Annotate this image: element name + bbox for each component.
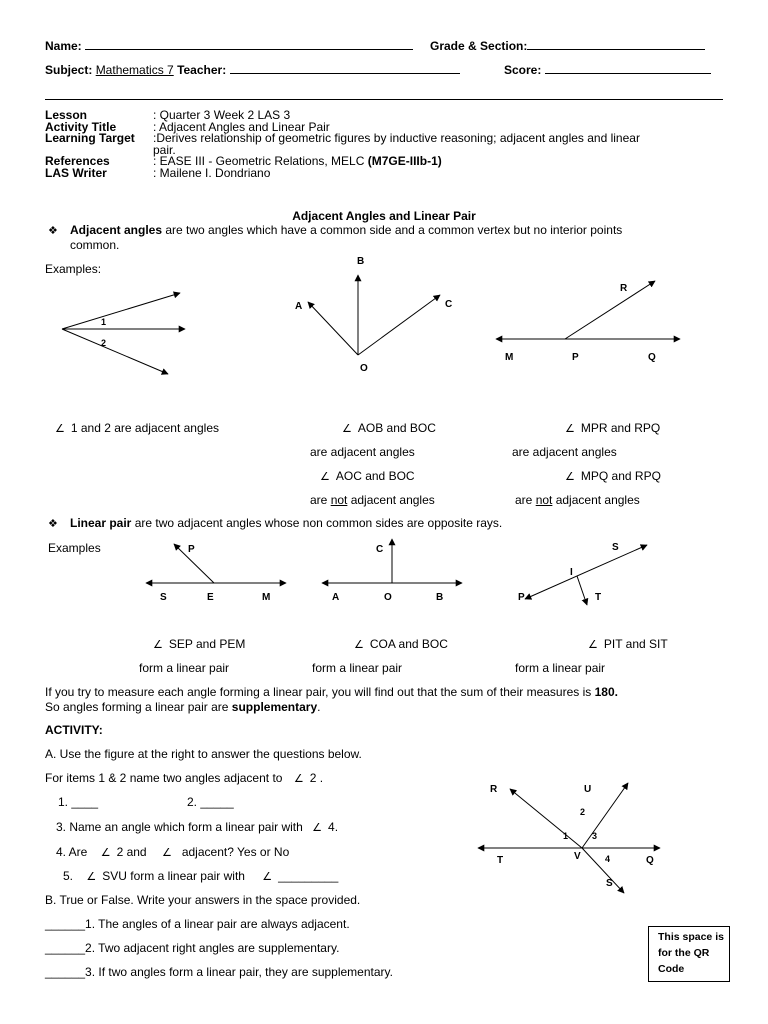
point-b-label: B <box>357 256 365 267</box>
linear-definition: ❖ Linear pair are two adjacent angles whose non common sides are opposite rays. <box>48 516 503 530</box>
angle-1-label: 1 <box>563 831 569 841</box>
score-field[interactable] <box>545 62 711 74</box>
activity-figure <box>470 775 670 900</box>
adjacent-definition: ❖ Adjacent angles are two angles which have a common side and a common vertex but no interior points common. <box>48 223 623 252</box>
name-row <box>45 38 413 53</box>
qr-code-placeholder: This space is for the QR Code <box>648 926 730 982</box>
activity-item-3: 3. Name an angle which form a linear pair with ∠ 4. <box>56 820 339 834</box>
point-s-label: S <box>606 878 613 889</box>
linear-caption-1b: form a linear pair <box>139 661 230 675</box>
adjacent-figure-3 <box>490 275 690 370</box>
adjacent-figure-1 <box>50 285 190 385</box>
adjacent-caption-2a: ∠ AOB and BOC <box>342 421 436 435</box>
point-o-label: O <box>360 363 368 374</box>
tf-item-1[interactable]: ______1. The angles of a linear pair are always adjacent. <box>45 917 350 931</box>
adjacent-caption-2d: are not adjacent angles <box>310 493 435 507</box>
point-i-label: I <box>570 567 573 578</box>
point-o-label: O <box>384 592 392 603</box>
angle-1-label: 1 <box>101 317 107 327</box>
grade-row <box>430 38 705 53</box>
point-u-label: U <box>584 784 592 795</box>
point-s-label: S <box>160 592 167 603</box>
angle-2-label: 2 <box>580 807 586 817</box>
point-c-label: C <box>445 299 453 310</box>
point-r-label: R <box>490 784 498 795</box>
adjacent-caption-3a: ∠ MPR and RPQ <box>565 421 661 435</box>
activity-title: ACTIVITY: <box>45 723 103 737</box>
adjacent-figure-2 <box>290 255 460 375</box>
linear-figure-1 <box>140 538 290 608</box>
angle-4-label: 4 <box>605 854 611 864</box>
subject-value: Mathematics 7 <box>95 63 174 77</box>
subject-label: Subject: <box>45 63 93 77</box>
section-title: Adjacent Angles and Linear Pair <box>292 209 476 223</box>
activity-part-b: B. True or False. Write your answers in the space provided. <box>45 893 361 907</box>
linear-caption-2b: form a linear pair <box>312 661 403 675</box>
angle-3-label: 3 <box>592 831 598 841</box>
activity-item-1[interactable]: 1. ____ <box>58 795 99 809</box>
meta-block <box>45 110 640 179</box>
adjacent-caption-3d: are not adjacent angles <box>515 493 640 507</box>
point-p-label: P <box>572 352 579 363</box>
grade-label: Grade & Section: <box>430 39 528 53</box>
activity-item-2[interactable]: 2. _____ <box>187 795 234 809</box>
point-p-label: P <box>518 592 525 603</box>
meta-activity-title: Activity Title : Adjacent Angles and Linear Pair <box>45 119 330 134</box>
meta-learning-target: Learning Target :Derives relationship of geometric figures by inductive reasoning; adjacent angles and linear <box>45 131 640 145</box>
point-p-label: P <box>188 544 195 555</box>
examples-label-1: Examples: <box>45 262 102 276</box>
adjacent-caption-3b: are adjacent angles <box>512 445 617 459</box>
point-a-label: A <box>332 592 340 603</box>
point-a-label: A <box>295 301 303 312</box>
point-s-label: S <box>612 542 619 553</box>
examples-label-2: Examples <box>48 541 101 555</box>
activity-items-1-2: For items 1 & 2 name two angles adjacent to ∠ 2 . <box>45 771 324 785</box>
tf-item-2[interactable]: ______2. Two adjacent right angles are supplementary. <box>45 941 340 955</box>
linear-caption-1a: ∠ SEP and PEM <box>153 637 246 651</box>
linear-caption-3a: ∠ PIT and SIT <box>588 637 668 651</box>
activity-part-a: A. Use the figure at the right to answer the questions below. <box>45 747 362 761</box>
teacher-field[interactable] <box>230 62 460 74</box>
adjacent-caption-1: ∠ 1 and 2 are adjacent angles <box>55 421 219 435</box>
bullet-icon: ❖ <box>48 225 58 237</box>
adjacent-caption-2c: ∠ AOC and BOC <box>320 469 415 483</box>
subject-row <box>45 62 460 77</box>
point-q-label: Q <box>646 855 654 866</box>
angle-2-label: 2 <box>101 338 107 348</box>
point-m-label: M <box>505 352 514 363</box>
tf-item-3[interactable]: ______3. If two angles form a linear pair, they are supplementary. <box>45 965 393 979</box>
linear-caption-2a: ∠ COA and BOC <box>354 637 448 651</box>
point-q-label: Q <box>648 352 656 363</box>
point-t-label: T <box>595 592 602 603</box>
name-field[interactable] <box>85 38 413 50</box>
adjacent-caption-3c: ∠ MPQ and RPQ <box>565 469 661 483</box>
point-v-label: V <box>574 851 581 862</box>
score-label: Score: <box>504 63 542 77</box>
grade-field[interactable] <box>527 38 705 50</box>
point-e-label: E <box>207 592 214 603</box>
name-label: Name: <box>45 39 82 53</box>
point-c-label: C <box>376 544 384 555</box>
linear-figure-3 <box>515 535 665 615</box>
point-b-label: B <box>436 592 444 603</box>
point-m-label: M <box>262 592 271 603</box>
point-t-label: T <box>497 855 504 866</box>
teacher-label: Teacher: <box>177 63 227 77</box>
header-divider <box>45 99 723 100</box>
score-row <box>504 62 711 77</box>
bullet-icon: ❖ <box>48 518 58 530</box>
adjacent-caption-2b: are adjacent angles <box>310 445 415 459</box>
activity-item-4: 4. Are ∠ 2 and ∠ adjacent? Yes or No <box>56 845 290 859</box>
linear-summary: If you try to measure each angle forming a linear pair, you will find out that the sum of their measures is 180. So angles forming a linear pair are supplementary. <box>45 685 618 714</box>
activity-item-5: 5. ∠ SVU form a linear pair with ∠ _________ <box>63 869 339 883</box>
meta-lesson: Lesson : Quarter 3 Week 2 LAS 3 <box>45 108 291 122</box>
point-r-label: R <box>620 283 628 294</box>
meta-references: References : EASE III - Geometric Relations, MELC (M7GE-IIIb-1) <box>45 154 442 168</box>
meta-learning-target-cont: pair. <box>153 142 176 157</box>
linear-figure-2 <box>318 535 468 605</box>
meta-las-writer: LAS Writer : Mailene I. Dondriano <box>45 165 271 180</box>
linear-caption-3b: form a linear pair <box>515 661 606 675</box>
